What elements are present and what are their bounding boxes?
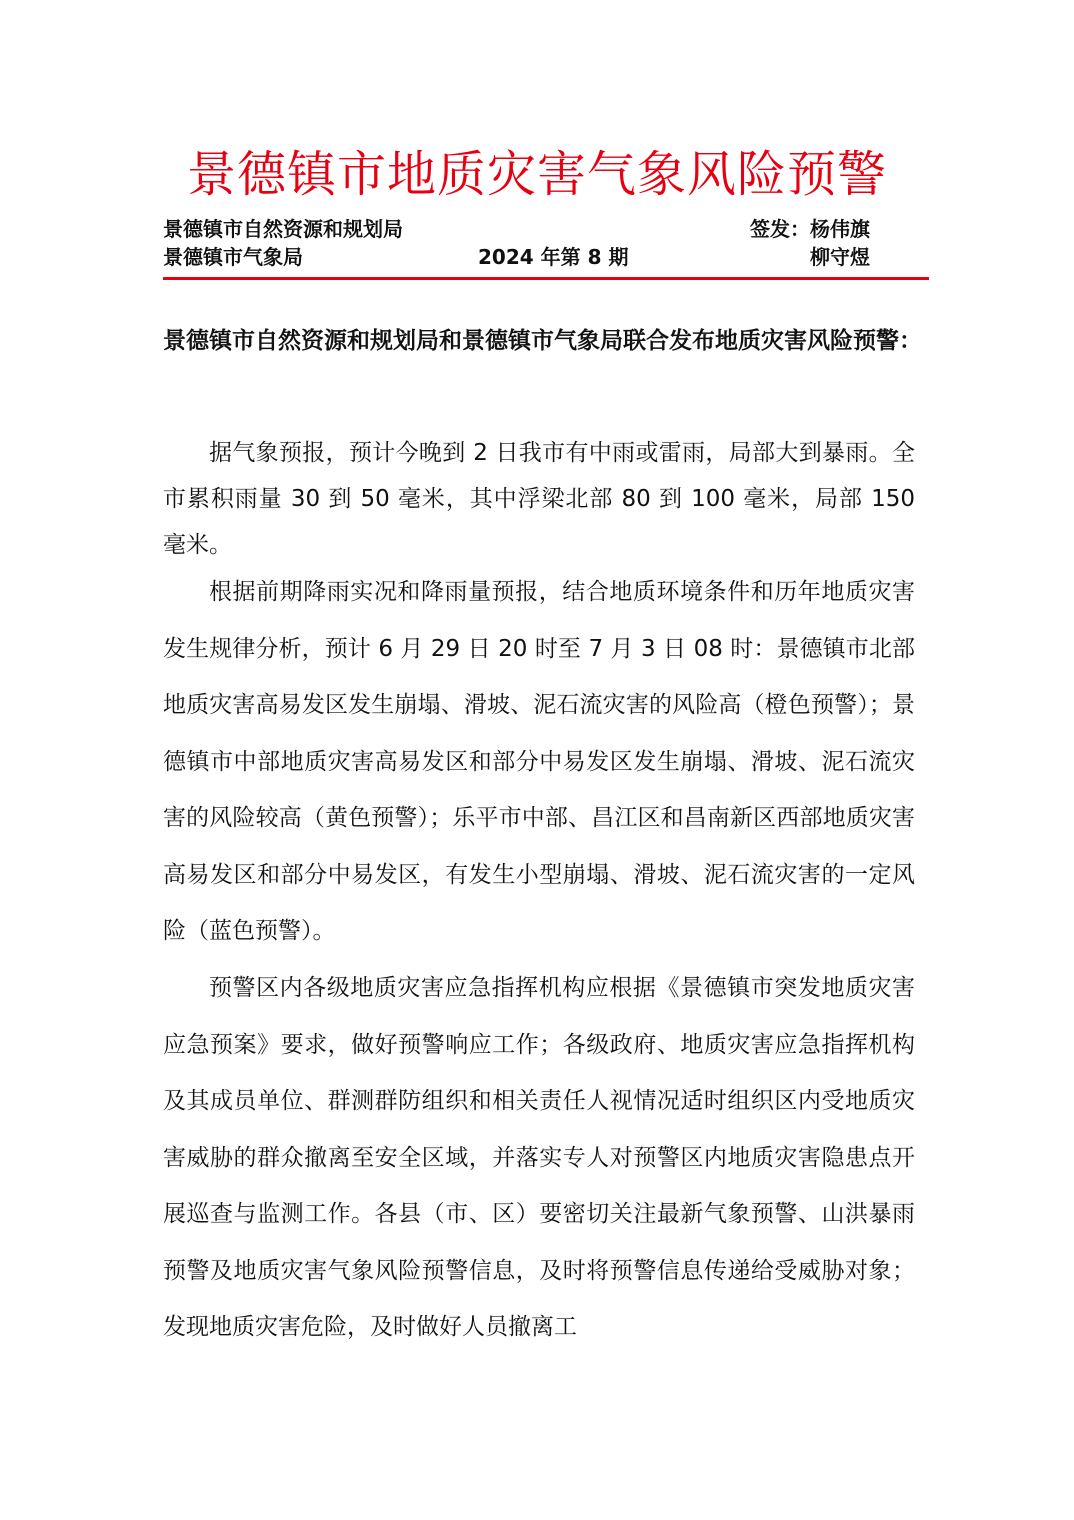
body-paragraph-forecast: 据气象预报，预计今晚到 2 日我市有中雨或雷雨，局部大到暴雨。全市累积雨量 30 到 50 毫米，其中浮梁北部 80 到 100 毫米，局部 150 毫米。	[163, 440, 915, 558]
body-paragraph-response-requirements: 预警区内各级地质灾害应急指挥机构应根据《景德镇市突发地质灾害应急预案》要求，做好预警响应工作；各级政府、地质灾害应急指挥机构及其成员单位、群测群防组织和相关责任人视情况适时组织区内受地质灾害威胁的群众撤离至安全区域，并落实专人对预警区内地质灾害隐患点开展巡查与监测工作。各县（市、区）要密切关注最新气象预警、山洪暴雨预警及地质灾害气象风险预警信息，及时将预警信息传递给受威胁对象；发现地质灾害危险，及时做好人员撤离工	[163, 975, 915, 1340]
body-paragraph-risk-analysis: 根据前期降雨实况和降雨量预报，结合地质环境条件和历年地质灾害发生规律分析，预计 6 月 29 日 20 时至 7 月 3 日 08 时：景德镇市北部地质灾害高易发区发生崩塌、滑坡、泥石流灾害的风险高（橙色预警）；景德镇市中部地质灾害高易发区和部分中易发区发生崩塌、滑坡、泥石流灾害的风险较高（黄色预警）；乐平市中部、昌江区和昌南新区西部地质灾害高易发区和部分中易发区，有发生小型崩塌、滑坡、泥石流灾害的一定风险（蓝色预警）。	[163, 579, 915, 944]
issuer-natural-resources-bureau: 景德镇市自然资源和规划局	[163, 217, 403, 241]
lead-statement: 景德镇市自然资源和规划局和景德镇市气象局联合发布地质灾害风险预警：	[163, 328, 922, 354]
second-signer: 柳守煜	[810, 245, 870, 269]
red-header-divider	[163, 277, 929, 280]
issue-number: 2024 年第 8 期	[478, 245, 629, 269]
signature-line: 签发：杨伟旗	[750, 217, 870, 241]
document-title: 景德镇市地质灾害气象风险预警	[186, 146, 887, 203]
issuer-meteorological-bureau: 景德镇市气象局	[163, 245, 303, 269]
